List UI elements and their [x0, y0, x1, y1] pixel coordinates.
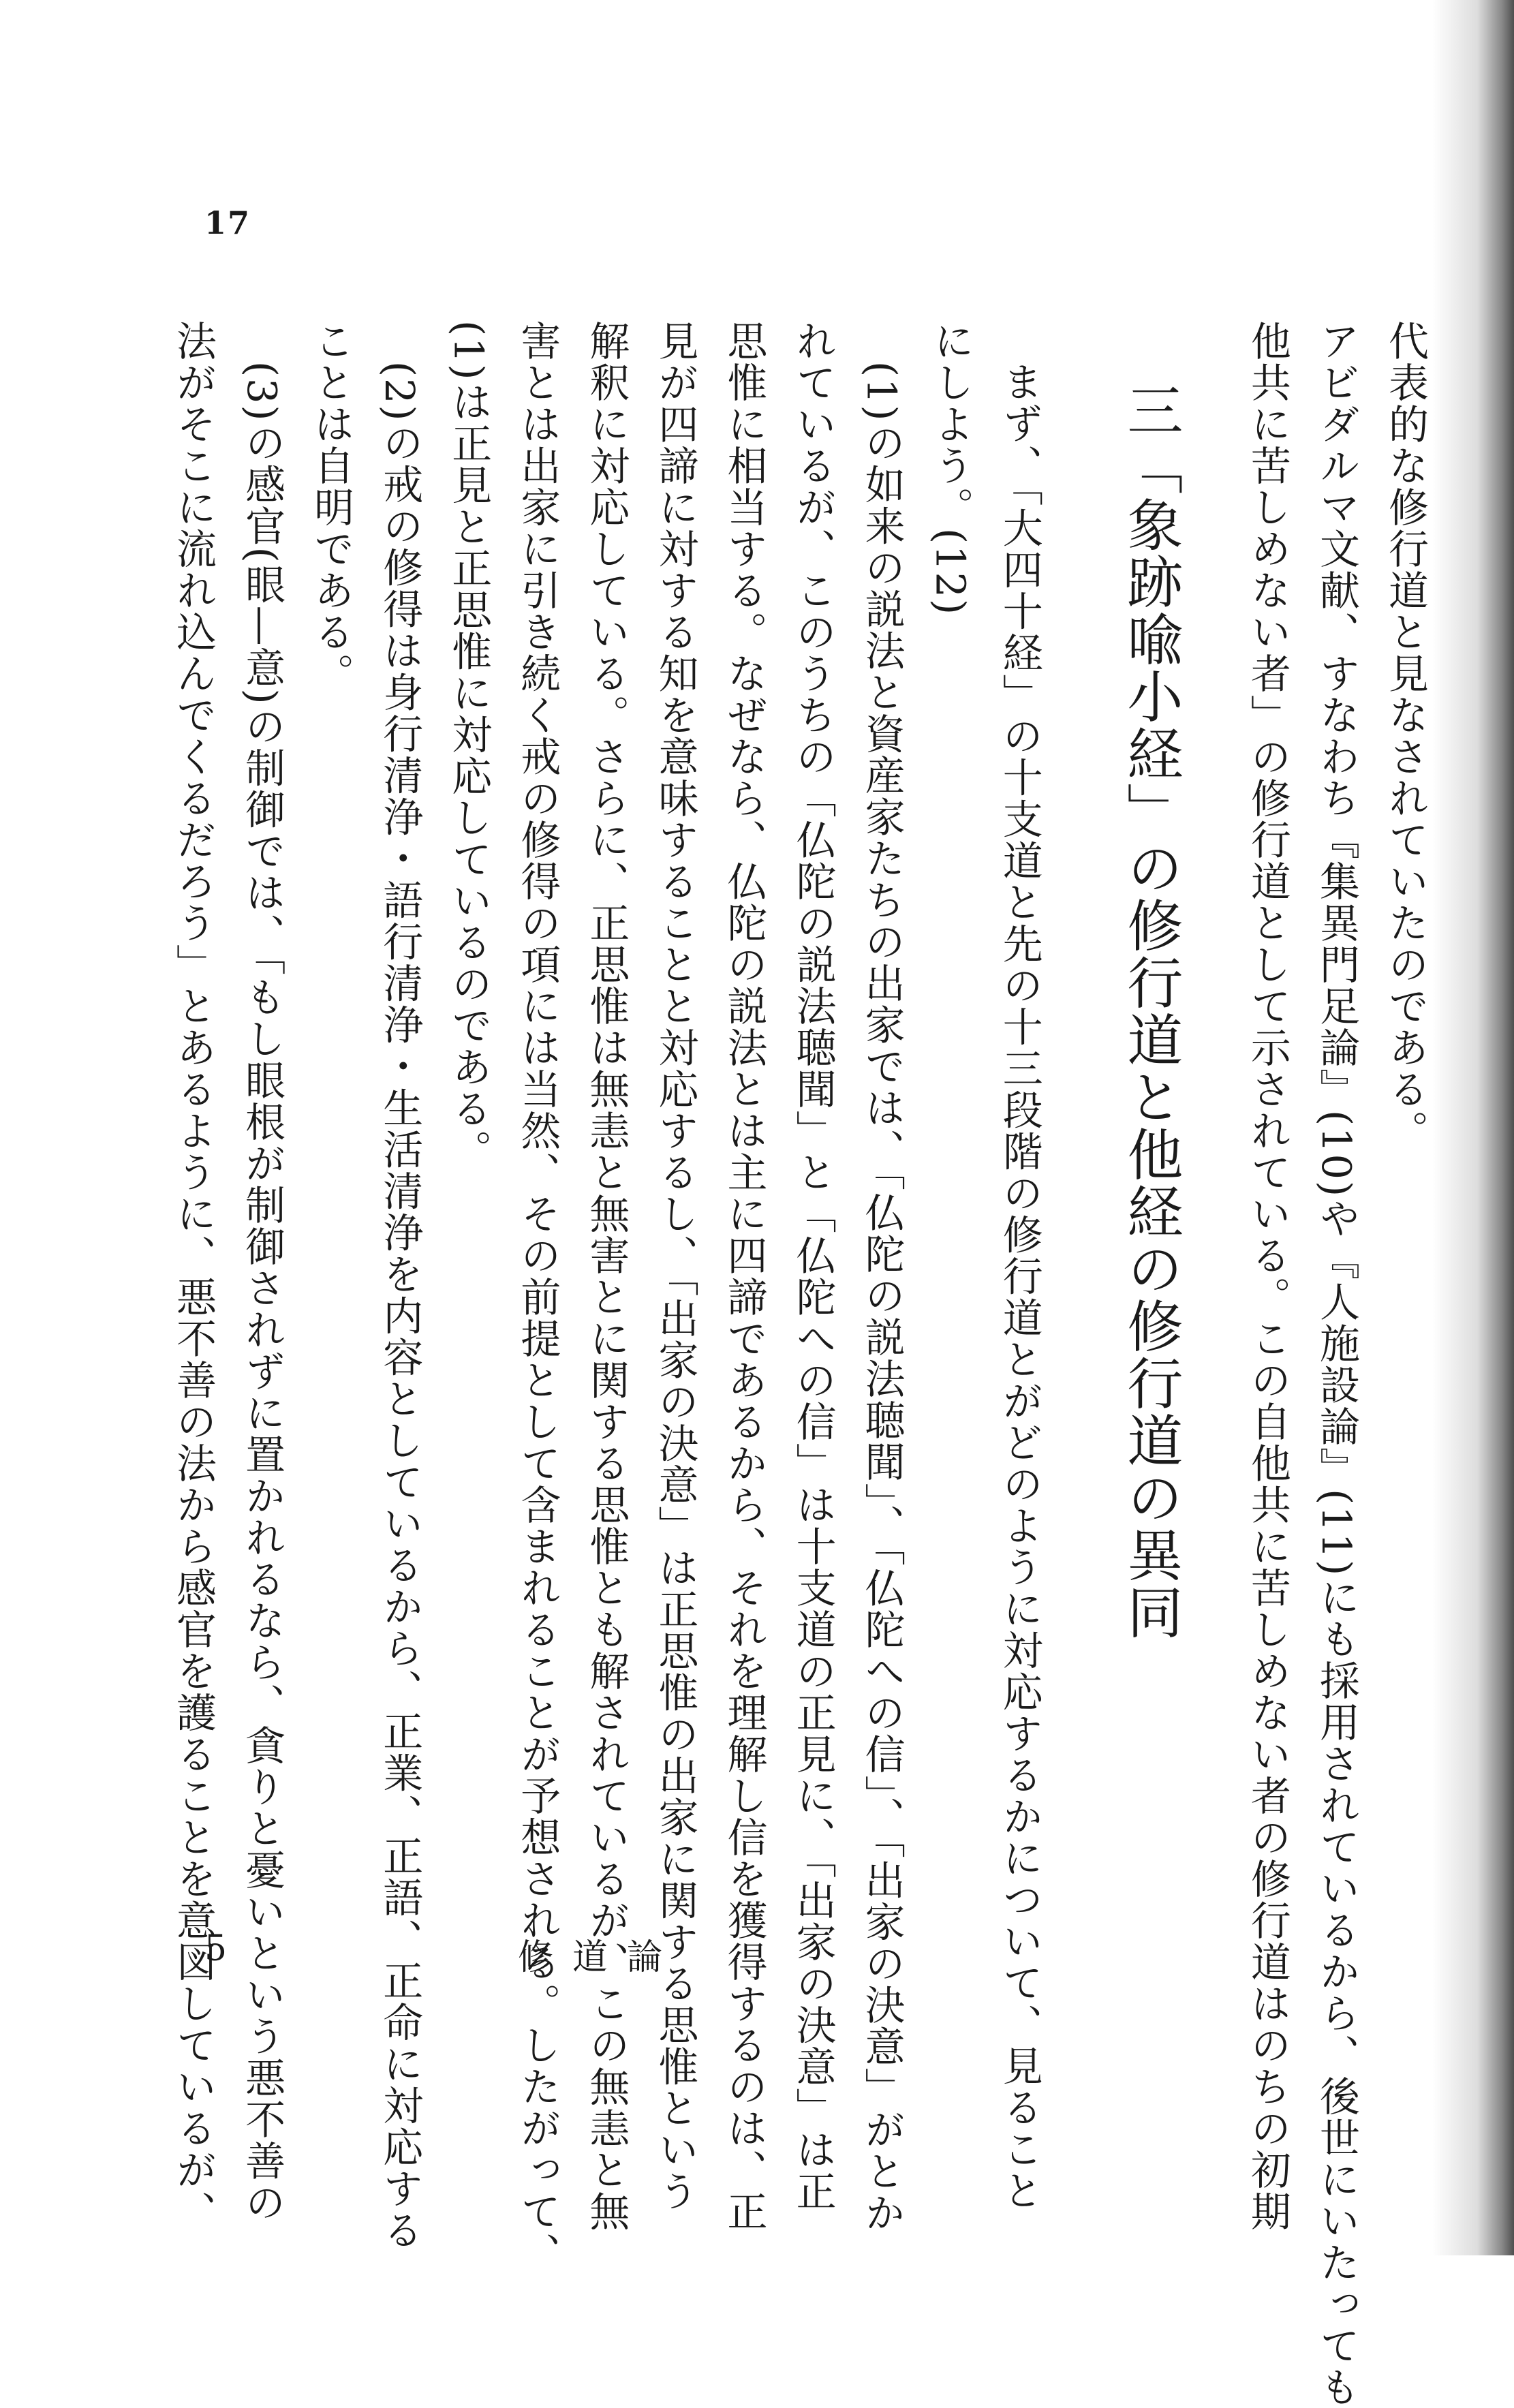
- text-column: 他共に苦しめない者」の修行道として示されている。この自他共に苦しめない者の修行道はのちの初期: [1243, 320, 1291, 2232]
- chapter-number: 5: [204, 1928, 247, 1969]
- text-column: (2)の戒の修得は身行清浄・語行清浄・生活清浄を内容としているから、正業、正語、正命に対応する: [376, 361, 424, 2251]
- text-column: (1)の如来の説法と資産家たちの出家では、「仏陀の説法聴聞」、「仏陀への信」、「出家の決意」がとか: [858, 361, 906, 2234]
- running-footer: [204, 1928, 1431, 1979]
- text-column: 見が四諦に対する知を意味することと対応するし、「出家の決意」は正思惟の出家に関する思惟という: [651, 320, 699, 2212]
- section-heading: 三「象跡喩小経」の修行道と他経の修行道の異同: [1117, 382, 1183, 1641]
- text-column: 害とは出家に引き続く戒の修得の項には当然、その前提として含まれることが予想される。したがって、: [514, 320, 561, 2274]
- text-column: 法がそこに流れ込んでくるだろう」とあるように、悪不善の法から感官を護ることを意図しているが、: [170, 320, 217, 2232]
- scan-shadow-edge: [1432, 0, 1514, 2255]
- text-column: (3)の感官(眼—意)の制御では、「もし眼根が制御されずに置かれるなら、貪りと憂いという悪不善の: [238, 361, 286, 2224]
- page-number: 17: [204, 204, 251, 241]
- chapter-title: 修道論: [517, 1937, 681, 1978]
- text-column: 代表的な修行道と見なされていたのである。: [1382, 320, 1429, 1152]
- text-column: ことは自明である。: [307, 320, 355, 694]
- text-column: 思惟に相当する。なぜなら、仏陀の説法とは主に四諦であるから、それを理解し信を獲得するのは、正: [720, 320, 768, 2232]
- text-column: れているが、このうちの「仏陀の説法聴聞」と「仏陀への信」は十支道の正見に、「出家の決意」は正: [789, 320, 837, 2212]
- text-column: 解釈に対応している。さらに、正思惟は無恚と無害とに関する思惟とも解されているが、この無恚と無: [583, 320, 630, 2232]
- text-column: まず、「大四十経」の十支道と先の十三段階の修行道とがどのように対応するかについて、見ること: [995, 361, 1043, 2212]
- text-column: アビダルマ文献、すなわち『集異門足論』(10)や『人施設論』(11)にも採用されているから、後世にいたっても: [1312, 320, 1360, 2408]
- text-column: にしよう。(12): [927, 320, 974, 617]
- text-column: (1)は正見と正思惟に対応しているのである。: [445, 320, 493, 1171]
